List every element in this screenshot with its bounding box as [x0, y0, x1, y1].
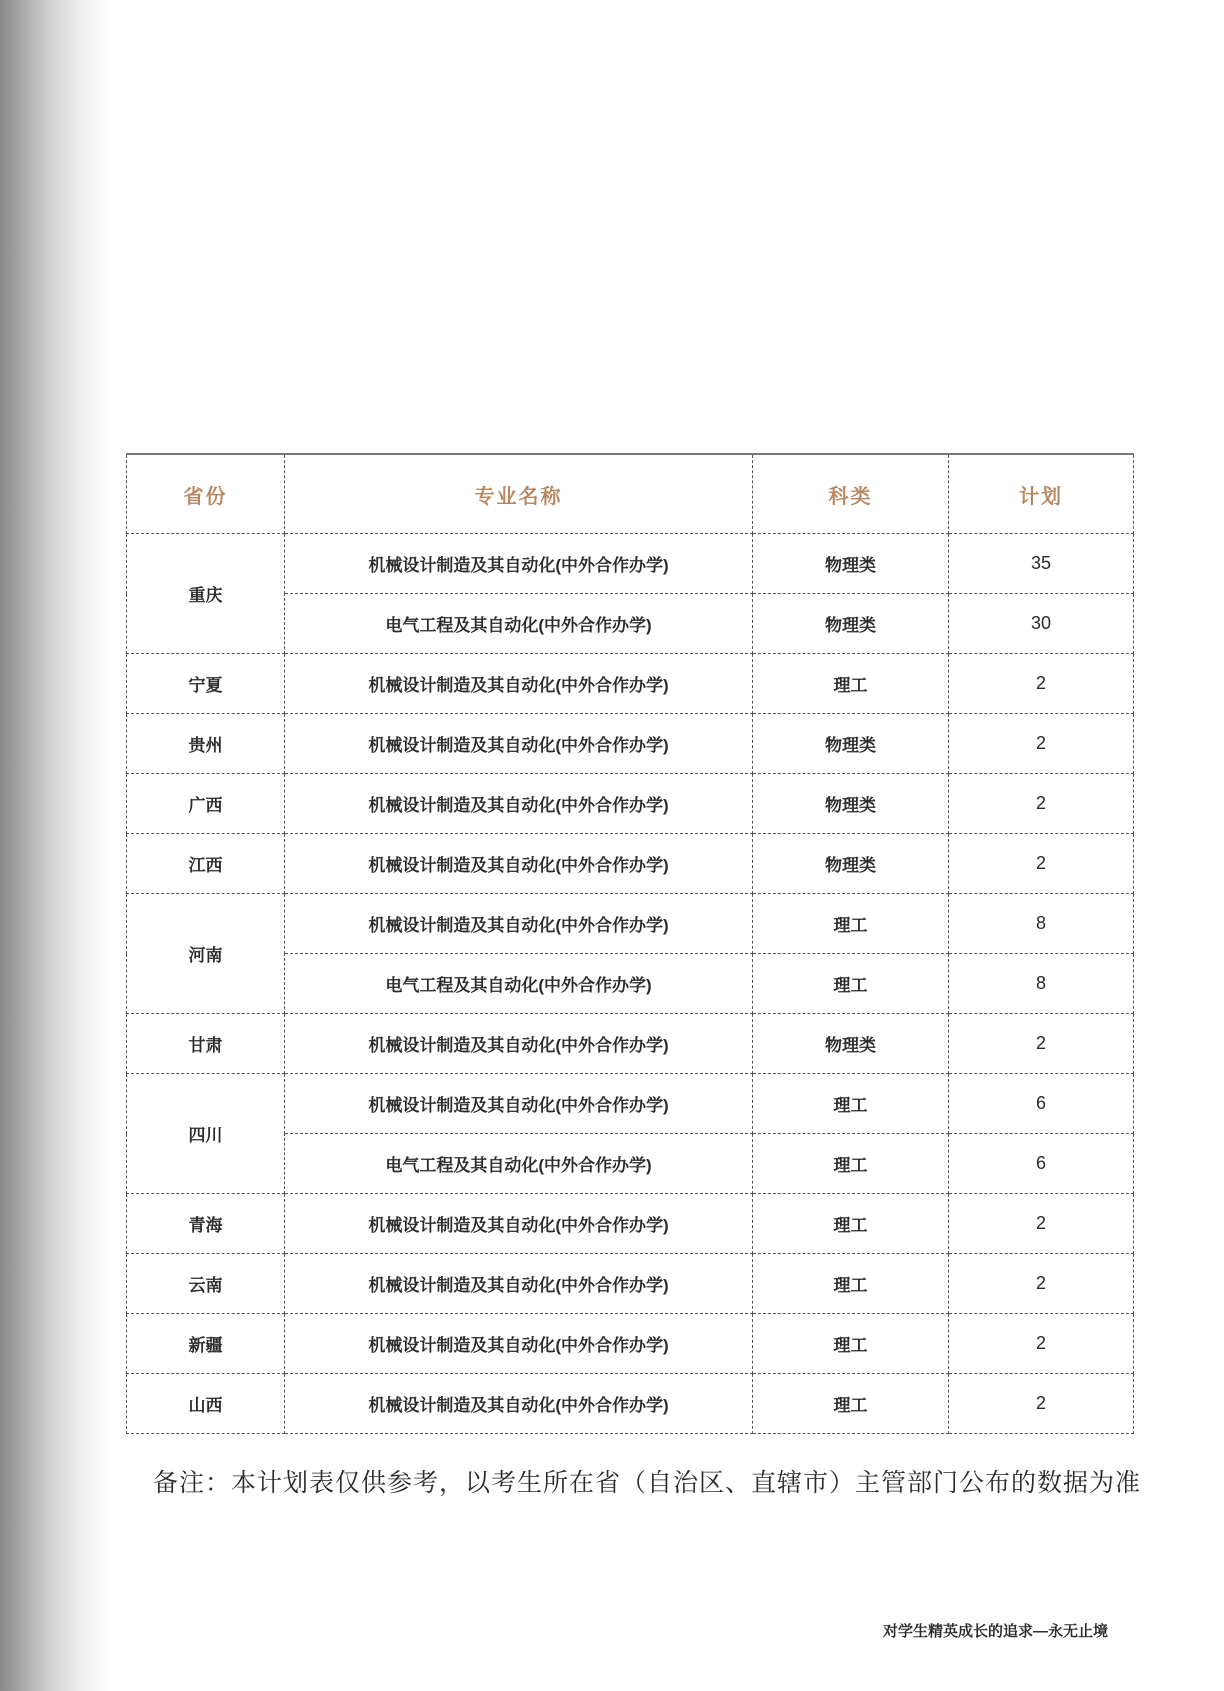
table-row	[127, 654, 1134, 714]
province-cell: 广西	[127, 774, 285, 834]
province-cell: 四川	[127, 1074, 285, 1194]
category-cell: 理工	[753, 1194, 949, 1254]
major-cell: 机械设计制造及其自动化(中外合作办学)	[285, 834, 753, 894]
enrollment-plan-table	[126, 453, 1134, 1434]
major-cell: 机械设计制造及其自动化(中外合作办学)	[285, 1194, 753, 1254]
plan-cell: 8	[949, 894, 1134, 954]
major-cell: 机械设计制造及其自动化(中外合作办学)	[285, 774, 753, 834]
category-cell: 物理类	[753, 714, 949, 774]
province-cell: 江西	[127, 834, 285, 894]
major-cell: 机械设计制造及其自动化(中外合作办学)	[285, 1314, 753, 1374]
province-cell: 河南	[127, 894, 285, 1014]
plan-cell: 2	[949, 1014, 1134, 1074]
category-cell: 理工	[753, 1134, 949, 1194]
table-row	[127, 774, 1134, 834]
major-cell: 电气工程及其自动化(中外合作办学)	[285, 1134, 753, 1194]
province-cell: 重庆	[127, 534, 285, 654]
province-cell: 贵州	[127, 714, 285, 774]
province-cell: 新疆	[127, 1314, 285, 1374]
province-cell: 云南	[127, 1254, 285, 1314]
plan-cell: 8	[949, 954, 1134, 1014]
category-cell: 理工	[753, 1254, 949, 1314]
table-body	[127, 534, 1134, 1434]
table-row	[127, 894, 1134, 954]
major-cell: 电气工程及其自动化(中外合作办学)	[285, 594, 753, 654]
category-cell: 理工	[753, 654, 949, 714]
disclaimer-note: 备注：本计划表仅供参考，以考生所在省（自治区、直辖市）主管部门公布的数据为准	[153, 1469, 1142, 1497]
category-cell: 理工	[753, 1314, 949, 1374]
major-cell: 电气工程及其自动化(中外合作办学)	[285, 954, 753, 1014]
table-row	[127, 1194, 1134, 1254]
table-row	[127, 1014, 1134, 1074]
plan-cell: 6	[949, 1134, 1134, 1194]
category-cell: 理工	[753, 954, 949, 1014]
province-cell: 甘肃	[127, 1014, 285, 1074]
category-cell: 理工	[753, 894, 949, 954]
major-cell: 机械设计制造及其自动化(中外合作办学)	[285, 1374, 753, 1434]
major-cell: 机械设计制造及其自动化(中外合作办学)	[285, 1074, 753, 1134]
table-row	[127, 1074, 1134, 1134]
major-cell: 机械设计制造及其自动化(中外合作办学)	[285, 654, 753, 714]
major-cell: 机械设计制造及其自动化(中外合作办学)	[285, 714, 753, 774]
table-row	[127, 1314, 1134, 1374]
header-major: 专业名称	[285, 454, 753, 534]
plan-cell: 35	[949, 534, 1134, 594]
category-cell: 物理类	[753, 1014, 949, 1074]
table-row	[127, 1254, 1134, 1314]
plan-cell: 2	[949, 1194, 1134, 1254]
page-edge-shadow	[0, 0, 110, 1691]
plan-cell: 2	[949, 834, 1134, 894]
major-cell: 机械设计制造及其自动化(中外合作办学)	[285, 534, 753, 594]
header-category: 科类	[753, 454, 949, 534]
plan-cell: 2	[949, 774, 1134, 834]
table-row	[127, 714, 1134, 774]
category-cell: 物理类	[753, 834, 949, 894]
category-cell: 物理类	[753, 534, 949, 594]
major-cell: 机械设计制造及其自动化(中外合作办学)	[285, 1254, 753, 1314]
category-cell: 理工	[753, 1074, 949, 1134]
plan-cell: 2	[949, 1374, 1134, 1434]
header-province: 省份	[127, 454, 285, 534]
major-cell: 机械设计制造及其自动化(中外合作办学)	[285, 894, 753, 954]
plan-cell: 2	[949, 1314, 1134, 1374]
plan-cell: 2	[949, 714, 1134, 774]
major-cell: 机械设计制造及其自动化(中外合作办学)	[285, 1014, 753, 1074]
header-plan: 计划	[949, 454, 1134, 534]
category-cell: 物理类	[753, 774, 949, 834]
province-cell: 宁夏	[127, 654, 285, 714]
footer-slogan: 对学生精英成长的追求—永无止境	[882, 1623, 1108, 1640]
province-cell: 山西	[127, 1374, 285, 1434]
plan-cell: 2	[949, 654, 1134, 714]
table-row	[127, 1374, 1134, 1434]
province-cell: 青海	[127, 1194, 285, 1254]
table-row	[127, 534, 1134, 594]
table-header-row	[127, 454, 1134, 534]
table-row	[127, 834, 1134, 894]
plan-cell: 6	[949, 1074, 1134, 1134]
plan-cell: 2	[949, 1254, 1134, 1314]
plan-cell: 30	[949, 594, 1134, 654]
category-cell: 物理类	[753, 594, 949, 654]
category-cell: 理工	[753, 1374, 949, 1434]
